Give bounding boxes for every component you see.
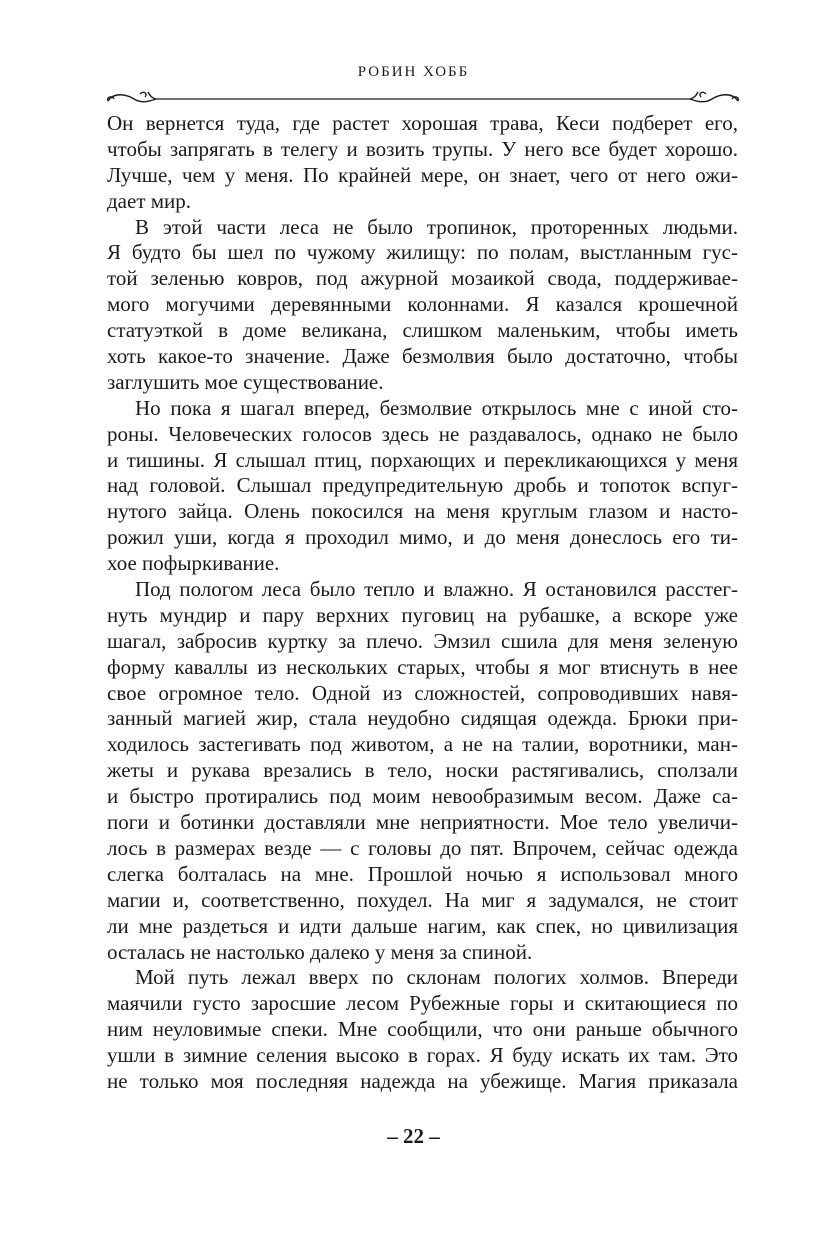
text-line-content: заглушить мое существование. — [107, 369, 384, 394]
text-line — [107, 396, 738, 422]
text-line-content: чтобы запрягать в телегу и возить трупы. У него все будет хорошо. — [107, 136, 738, 161]
text-line-content: статуэткой в доме великана, слишком маленьким, чтобы иметь — [107, 318, 738, 343]
text-line-content: той зеленью ковров, под ажурной мозаикой свода, поддерживае- — [107, 266, 738, 291]
text-line — [107, 784, 738, 810]
text-line — [107, 914, 738, 940]
text-line-content: жеты и рукава врезались в тело, носки растягивались, сползали — [107, 758, 738, 783]
text-line — [107, 318, 738, 344]
text-line-content: ушли в зимние селения высоко в горах. Я буду искать их там. Это — [107, 1043, 738, 1068]
text-line — [107, 810, 738, 836]
text-line — [107, 1069, 738, 1095]
text-line-content: свое огромное тело. Одной из сложностей, сопроводивших навя- — [107, 680, 738, 705]
text-line — [107, 940, 738, 966]
text-line-content: магии и, соответственно, похудел. На миг я задумался, не стоит — [107, 887, 738, 912]
header-ornamental-rule — [104, 88, 742, 108]
text-line-content: роны. Человеческих голосов здесь не раздавалось, однако не было — [107, 421, 738, 446]
text-line-content: дает мир. — [107, 188, 192, 213]
text-line-content: ходилось застегивать под животом, а не на талии, воротники, ман- — [107, 732, 738, 757]
text-line — [107, 266, 738, 292]
body-text — [107, 111, 738, 1095]
text-line — [107, 836, 738, 862]
text-line — [107, 215, 738, 241]
text-line — [107, 1043, 738, 1069]
text-line-content: шагал, забросив куртку за плечо. Эмзил сшила для меня зеленую — [107, 628, 738, 653]
left-flourish-icon — [108, 92, 156, 102]
text-line-content: хое пофыркивание. — [107, 551, 280, 576]
text-line — [107, 681, 738, 707]
text-line-content: ним неуловимые спеки. Мне сообщили, что они раньше обычного — [107, 1017, 738, 1042]
text-line — [107, 292, 738, 318]
text-line — [107, 344, 738, 370]
text-line — [107, 965, 738, 991]
text-line-content: форму каваллы из нескольких старых, чтобы я мог втиснуть в нее — [107, 654, 738, 679]
text-line-content: Он вернется туда, где растет хорошая трава, Кеси подберет его, — [107, 111, 738, 135]
text-line-content: над головой. Слышал предупредительную дробь и топоток вспуг- — [107, 473, 738, 498]
text-line — [107, 473, 738, 499]
text-line — [107, 422, 738, 448]
text-line-content: мого могучими деревянными колоннами. Я казался крошечной — [107, 292, 738, 317]
text-line — [107, 448, 738, 474]
text-line-content: маячили густо заросшие лесом Рубежные горы и скитающиеся по — [107, 991, 738, 1016]
right-flourish-icon — [690, 92, 738, 102]
text-line-content: лось в размерах везде — с головы до пят. Впрочем, сейчас одежда — [107, 835, 738, 860]
text-line — [107, 603, 738, 629]
text-line-content: ли мне раздеться и идти дальше нагим, как спек, но цивилизация — [107, 913, 738, 938]
text-line — [107, 991, 738, 1017]
text-line — [107, 888, 738, 914]
text-line-content: и тишины. Я слышал птиц, порхающих и перекликающихся у меня — [107, 447, 738, 472]
text-line — [107, 525, 738, 551]
text-line — [107, 577, 738, 603]
text-line — [107, 499, 738, 525]
text-line-content: В этой части леса не было тропинок, проторенных людьми. — [135, 214, 738, 239]
text-line-content: Мой путь лежал вверх по склонам пологих холмов. Впереди — [135, 965, 738, 990]
text-line — [107, 1017, 738, 1043]
text-line-content: не только моя последняя надежда на убежище. Магия приказала — [107, 1068, 738, 1093]
text-line — [107, 240, 738, 266]
text-line-content: хоть какое-то значение. Даже безмолвия было достаточно, чтобы — [107, 344, 738, 369]
text-line-content: Лучше, чем у меня. По крайней мере, он знает, чего от него ожи- — [107, 162, 738, 187]
text-line — [107, 189, 738, 215]
text-line — [107, 706, 738, 732]
text-line-content: рожил уши, когда я проходил мимо, и до меня донеслось его ти- — [107, 525, 738, 550]
text-line-content: занный магией жир, стала неудобно сидящая одежда. Брюки при- — [107, 706, 738, 731]
text-line — [107, 163, 738, 189]
text-line-content: слегка болталась на мне. Прошлой ночью я использовал много — [107, 861, 738, 886]
text-line — [107, 551, 738, 577]
text-line — [107, 629, 738, 655]
text-line-content: поги и ботинки доставляли мне неприятности. Мое тело увеличи- — [107, 810, 738, 835]
text-line — [107, 137, 738, 163]
running-head-author: РОБИН ХОББ — [357, 64, 470, 80]
text-line-content: нуть мундир и пару верхних пуговиц на рубашке, а вскоре уже — [107, 602, 738, 627]
text-line — [107, 732, 738, 758]
text-line-content: осталась не настолько далеко у меня за спиной. — [107, 939, 533, 964]
text-line-content: нутого зайца. Олень покосился на меня круглым глазом и насто- — [107, 499, 738, 524]
text-line-content: Под пологом леса было тепло и влажно. Я остановился расстег- — [135, 577, 738, 602]
text-line — [107, 370, 738, 396]
text-line — [107, 758, 738, 784]
text-line-content: и быстро протирались под моим невообразимым весом. Даже са- — [107, 784, 738, 809]
text-line — [107, 862, 738, 888]
text-line-content: Я будто бы шел по чужому жилищу: по полам, выстланным гус- — [107, 240, 738, 265]
text-line — [107, 111, 738, 137]
text-line — [107, 655, 738, 681]
text-line-content: Но пока я шагал вперед, безмолвие открылось мне с иной сто- — [135, 395, 738, 420]
page-number: – 22 – — [387, 1124, 440, 1148]
